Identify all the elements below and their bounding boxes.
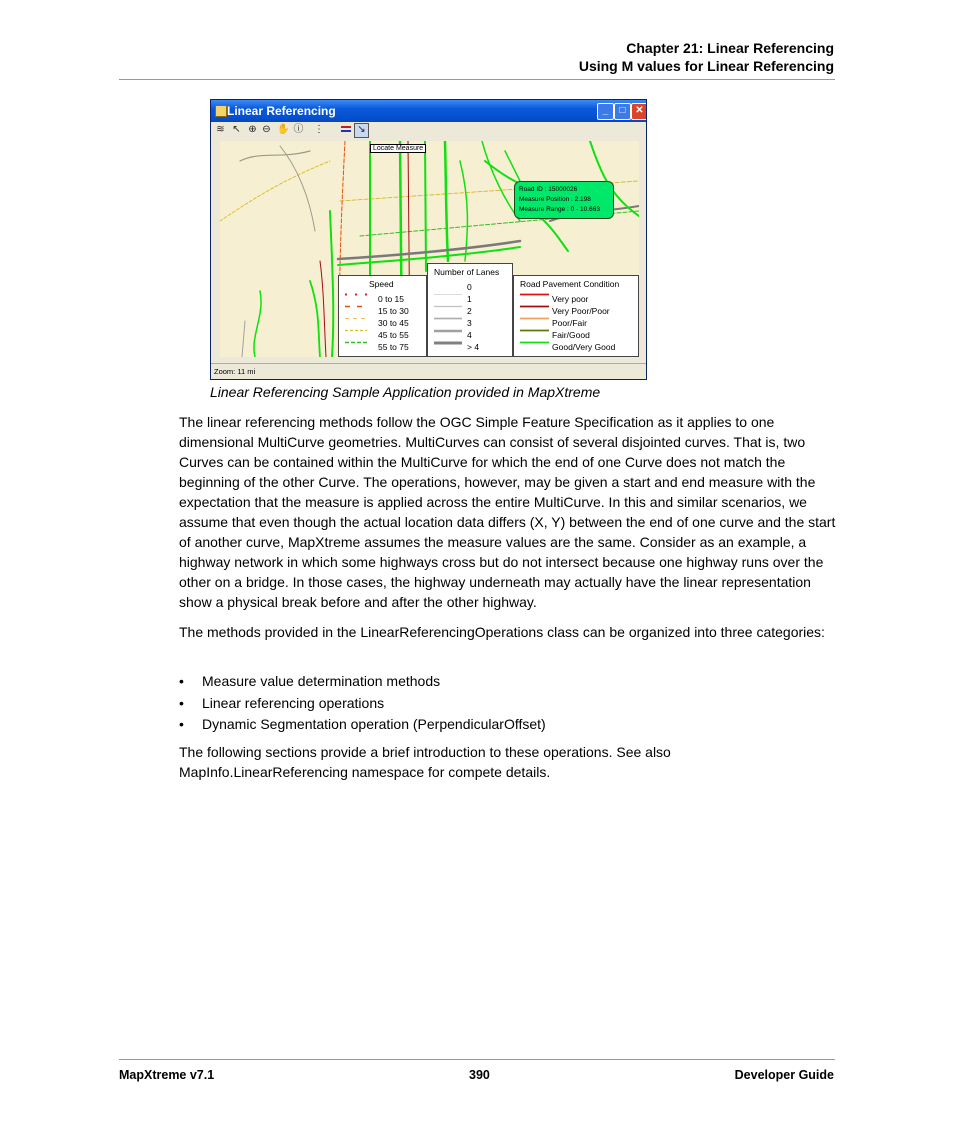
callout-measure-position: Measure Position : 2.198 xyxy=(519,196,591,203)
callout-measure-range: Measure Range : 0 - 10.663 xyxy=(519,206,600,213)
list-item xyxy=(179,715,839,737)
toolbar-separator: ⋮ xyxy=(314,124,324,135)
legend-item xyxy=(428,329,512,341)
body-paragraph: The following sections provide a brief introduction to these operations. See also MapInfo.LinearReferencing namespace for compete details. xyxy=(179,744,671,780)
legend-item xyxy=(514,341,638,353)
pan-hand-icon[interactable]: ✋ xyxy=(277,124,290,135)
speed-legend-title: Speed xyxy=(369,279,394,289)
map-toolbar xyxy=(211,122,646,140)
info-icon[interactable]: ⓘ xyxy=(293,124,304,135)
list-item-text: Dynamic Segmentation operation (PerpendicularOffset) xyxy=(202,716,546,732)
legend-icon[interactable] xyxy=(341,124,351,136)
chapter-header: Chapter 21: Linear Referencing xyxy=(626,40,834,56)
legend-item-label: Good/Very Good xyxy=(552,342,616,352)
legend-item-label: Very poor xyxy=(552,294,589,304)
legend-item-label: Poor/Fair xyxy=(552,318,587,328)
lanes-legend xyxy=(427,263,513,357)
measure-callout xyxy=(514,181,614,219)
callout-road-id: Road ID : 15000026 xyxy=(519,186,578,193)
legend-item xyxy=(514,293,638,305)
legend-item-label: Fair/Good xyxy=(552,330,590,340)
legend-item-label: 30 to 45 xyxy=(378,318,409,328)
body-paragraph: The linear referencing methods follow the OGC Simple Feature Specification as it applies to one dimensional MultiCurve geometries. MultiCurves can consist of several disjointed curves. That is, two Curves can be contained within the MultiCurve for which the end of one Curve does not match the beginning of the other Curve. The operations, however, may be given a start and end measure with the expectation that the measure is applied across the entire MultiCurve. In this and similar scenarios, we assume that even though the actual location data differs (X, Y) between the end of one curve and the start of another curve, MapXtreme assumes the measure values are the same. Consider as an example, a highway network in which some highways cross but do not intersect because one highway runs over the other on a bridge. In those cases, the highway underneath may actually have the linear representation show a physical break before and after the other highway. xyxy=(179,414,836,610)
close-button[interactable]: ✕ xyxy=(631,103,647,120)
lanes-legend-title: Number of Lanes xyxy=(434,267,500,277)
locate-measure-icon[interactable]: ↘ xyxy=(354,123,369,138)
app-icon xyxy=(215,105,227,117)
zoom-status: Zoom: 11 mi xyxy=(214,367,256,376)
legend-item-label: Very Poor/Poor xyxy=(552,306,610,316)
footer-rule xyxy=(119,1059,835,1060)
bullet-list xyxy=(179,672,839,737)
app-window xyxy=(210,99,647,380)
list-item-text: Linear referencing operations xyxy=(202,694,385,711)
legend-item-label: 45 to 55 xyxy=(378,330,409,340)
legend-item-label: 0 xyxy=(467,282,472,292)
legend-item xyxy=(339,329,426,341)
bullet-glyph: • xyxy=(179,694,184,711)
legend-item-label: 0 to 15 xyxy=(378,294,404,304)
legend-item-label: 1 xyxy=(467,294,472,304)
legend-item-label: 3 xyxy=(467,318,472,328)
body-paragraph: The methods provided in the LinearReferencingOperations class can be organized into three categories: xyxy=(179,624,825,640)
legend-item xyxy=(428,293,512,305)
legend-item-label: 4 xyxy=(467,330,472,340)
list-item xyxy=(179,672,839,694)
zoom-out-icon[interactable]: ⊖ xyxy=(262,124,271,135)
pavement-condition-legend xyxy=(513,275,639,357)
legend-item-label: 2 xyxy=(467,306,472,316)
list-item xyxy=(179,694,839,716)
maximize-button[interactable]: □ xyxy=(614,103,631,120)
section-header: Using M values for Linear Referencing xyxy=(578,58,834,74)
header-rule xyxy=(119,79,835,80)
legend-item xyxy=(339,341,426,353)
window-titlebar[interactable] xyxy=(211,100,646,122)
legend-item-label: 55 to 75 xyxy=(378,342,409,352)
legend-item xyxy=(514,317,638,329)
list-item-text: Measure value determination methods xyxy=(202,673,441,689)
figure-caption: Linear Referencing Sample Application provided in MapXtreme xyxy=(210,384,601,400)
page-number: 390 xyxy=(469,1068,490,1082)
pavement-legend-title: Road Pavement Condition xyxy=(520,279,620,289)
legend-item-label: > 4 xyxy=(467,342,480,352)
window-title: Linear Referencing xyxy=(227,104,336,118)
zoom-in-icon[interactable]: ⊕ xyxy=(248,124,257,135)
legend-item xyxy=(339,305,426,317)
bullet-glyph: • xyxy=(179,716,184,732)
arrow-pointer-icon[interactable]: ↖ xyxy=(232,124,241,135)
locate-measure-tooltip: Locate Measure xyxy=(370,144,426,153)
legend-item xyxy=(514,329,638,341)
minimize-button[interactable]: _ xyxy=(597,103,614,120)
footer-product: MapXtreme v7.1 xyxy=(119,1068,215,1082)
bullet-glyph: • xyxy=(179,673,184,689)
status-bar xyxy=(211,363,646,380)
legend-item-label: 15 to 30 xyxy=(378,306,409,316)
footer-guide: Developer Guide xyxy=(734,1068,834,1082)
legend-item xyxy=(428,341,512,353)
map-view[interactable] xyxy=(220,141,639,357)
legend-item xyxy=(428,281,512,293)
legend-item xyxy=(514,305,638,317)
legend-item xyxy=(428,317,512,329)
legend-item xyxy=(339,317,426,329)
legend-item xyxy=(339,293,426,305)
legend-item xyxy=(428,305,512,317)
layers-icon[interactable]: ≋ xyxy=(216,124,225,135)
speed-legend xyxy=(338,275,427,357)
